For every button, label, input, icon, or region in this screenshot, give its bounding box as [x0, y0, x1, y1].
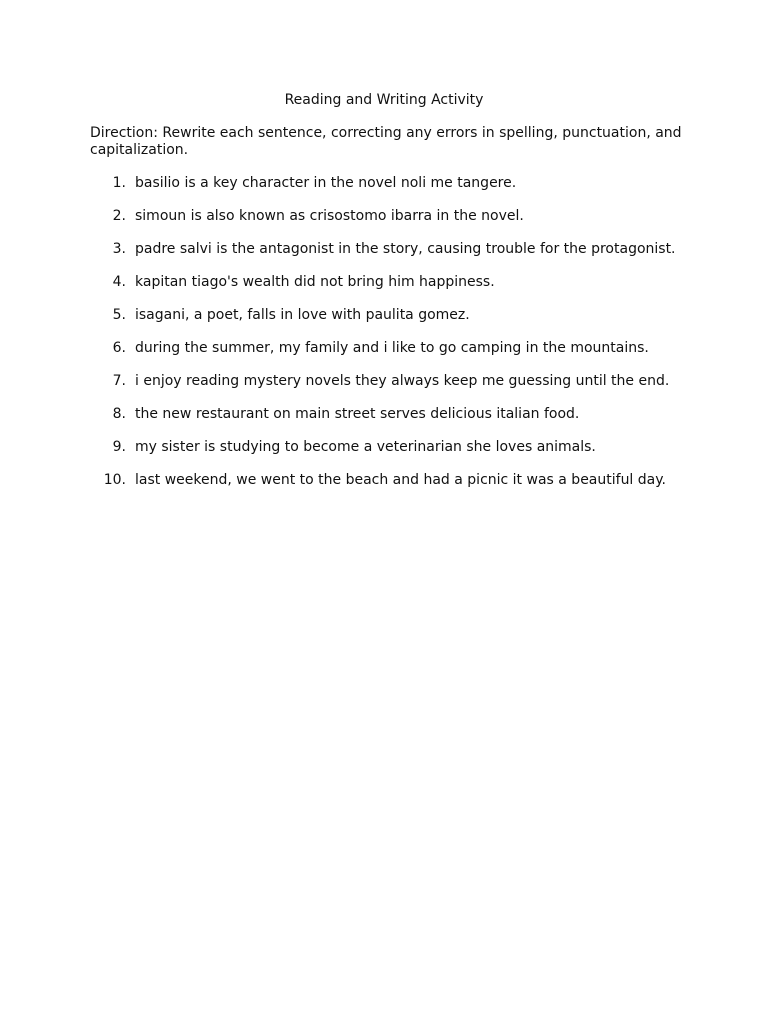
list-item: [90, 373, 730, 406]
list-item: [90, 406, 730, 439]
item-text: during the summer, my family and i like to go camping in the mountains.: [135, 340, 649, 356]
list-item: [90, 241, 730, 274]
item-number: 8.: [112, 406, 126, 422]
item-number: 4.: [112, 274, 126, 290]
item-text: simoun is also known as crisostomo ibarra in the novel.: [135, 208, 524, 224]
item-text: last weekend, we went to the beach and had a picnic it was a beautiful day.: [135, 472, 666, 488]
item-text: the new restaurant on main street serves delicious italian food.: [135, 406, 580, 422]
list-item: [90, 208, 730, 241]
list-item: [90, 439, 730, 472]
item-number: 7.: [112, 373, 126, 389]
item-number: 9.: [112, 439, 126, 455]
list-item: [90, 175, 730, 208]
list-item: [90, 307, 730, 340]
item-number: 10.: [103, 472, 126, 488]
direction-text: Direction: Rewrite each sentence, correcting any errors in spelling, punctuation, and capitalization.: [90, 125, 682, 158]
item-text: padre salvi is the antagonist in the story, causing trouble for the protagonist.: [135, 241, 676, 257]
item-text: isagani, a poet, falls in love with paulita gomez.: [135, 307, 470, 323]
sentence-list: [90, 175, 730, 505]
item-text: i enjoy reading mystery novels they always keep me guessing until the end.: [135, 373, 670, 389]
list-item: [90, 274, 730, 307]
list-item: [90, 340, 730, 373]
list-item: [90, 472, 730, 505]
item-number: 6.: [112, 340, 126, 356]
item-text: my sister is studying to become a veterinarian she loves animals.: [135, 439, 596, 455]
item-number: 1.: [112, 175, 126, 191]
item-number: 5.: [112, 307, 126, 323]
item-number: 3.: [112, 241, 126, 257]
item-text: basilio is a key character in the novel noli me tangere.: [135, 175, 517, 191]
item-number: 2.: [112, 208, 126, 224]
item-text: kapitan tiago's wealth did not bring him happiness.: [135, 274, 495, 290]
page-title: Reading and Writing Activity: [284, 92, 484, 108]
